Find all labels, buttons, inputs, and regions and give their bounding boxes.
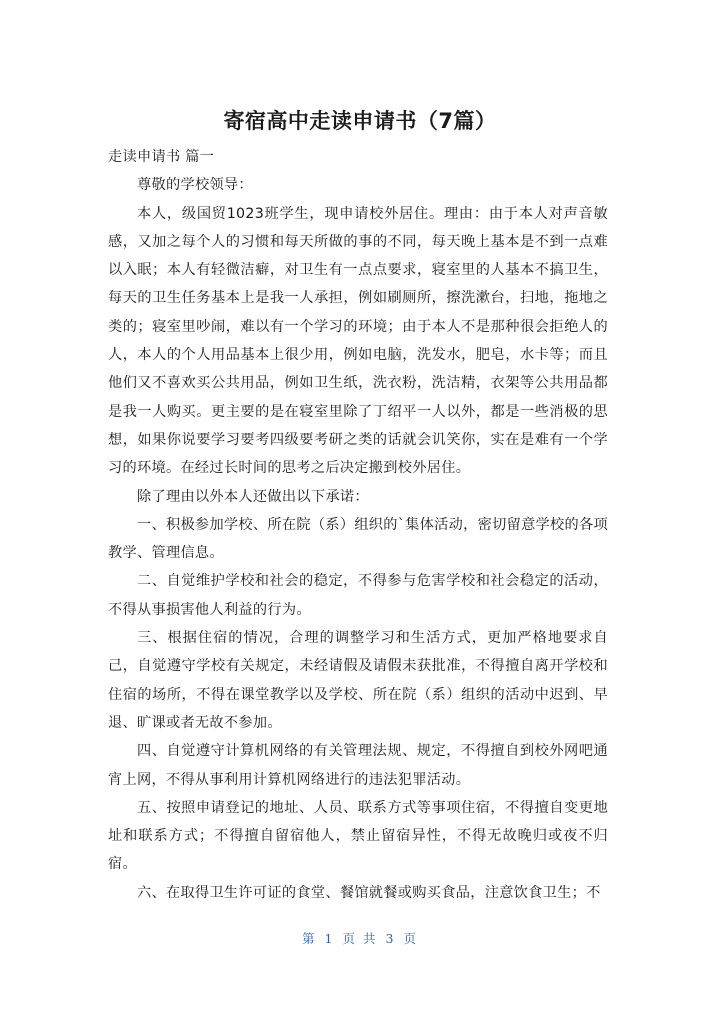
salutation: 尊敬的学校领导： [137, 177, 253, 194]
footer-total-pages: 3 [385, 931, 396, 946]
document-title: 寄宿高中走读申请书（7篇） [223, 109, 497, 133]
paragraph-promise-4: 四、自觉遵守计算机网络的有关管理法规、规定，不得擅自到校外网吧通宵上网，不得从事利用计算机网络进行的违法犯罪活动。 [108, 743, 608, 788]
paragraph-promise-3: 三、根据住宿的情况，合理的调整学习和生活方式，更加严格地要求自己，自觉遵守学校有关规定，未经请假及请假未获批准，不得擅自离开学校和住宿的场所，不得在课堂教学以及学校、所在院（系）组织的活动中迟到、早退、旷课或者无故不参加。 [108, 630, 608, 731]
footer-suffix: 页 [403, 931, 418, 946]
paragraph-reason: 本人，级国贸1023班学生，现申请校外居住。理由：由于本人对声音敏感，又加之每个人的习惯和每天所做的事的不同，每天晚上基本是不到一点难以入眠；本人有轻微洁癖，对卫生有一点点要求，寝室里的人基本不搞卫生，每天的卫生任务基本上是我一人承担，例如刷厕所，擦洗漱台，扫地，拖地之类的；寝室里吵闹，难以有一个学习的环境；由于本人不是那种很会拒绝人的人，本人的个人用品基本上很少用，例如电脑，洗发水，肥皂，水卡等；而且他们又不喜欢买公共用品，例如卫生纸，洗衣粉，洗洁精，衣架等公共用品都是我一人购买。更主要的是在寝室里除了丁绍平一人以外，都是一些消极的思想，如果你说要学习要考四级要考研之类的话就会讥笑你，实在是难有一个学习的环境。在经过长时间的思考之后决定搬到校外居住。 [108, 205, 608, 477]
footer-prefix: 第 [302, 931, 317, 946]
paragraph-promise-2: 二、自觉维护学校和社会的稳定，不得参与危害学校和社会稳定的活动，不得从事损害他人利益的行为。 [108, 573, 608, 618]
paragraph-promise-6: 六、在取得卫生许可证的食堂、餐馆就餐或购买食品，注意饮食卫生；不 [137, 884, 601, 901]
paragraph-promise-intro: 除了理由以外本人还做出以下承诺： [137, 488, 369, 505]
paragraph-promise-1: 一、积极参加学校、所在院（系）组织的`集体活动，密切留意学校的各项教学、管理信息。 [108, 516, 608, 562]
section-label: 走读申请书 篇一 [108, 149, 215, 165]
footer-middle: 页 共 [342, 931, 378, 946]
document-body [108, 143, 608, 907]
paragraph-promise-5: 五、按照申请登记的地址、人员、联系方式等事项住宿，不得擅自变更地址和联系方式；不得擅自留宿他人，禁止留宿异性，不得无故晚归或夜不归宿。 [108, 799, 608, 873]
footer-current-page: 1 [324, 931, 335, 946]
page-footer [0, 929, 720, 947]
